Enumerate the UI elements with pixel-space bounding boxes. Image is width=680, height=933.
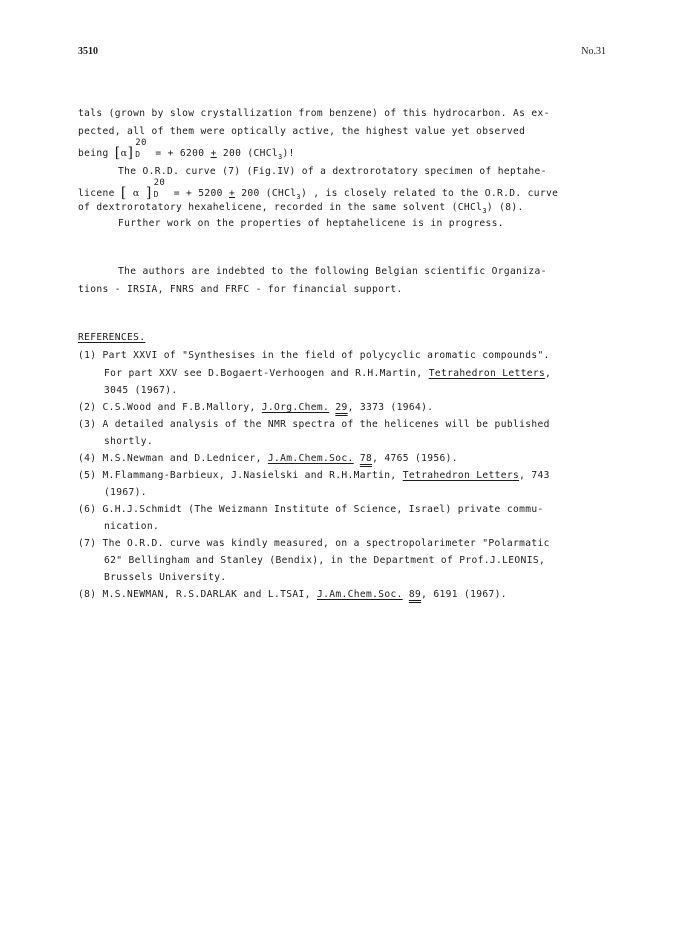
d-line-subscript: D [153,190,159,199]
plus-minus: + [228,188,236,199]
subscript-3: 3 [482,207,487,215]
para1-end: )! [282,148,295,159]
para1-line1: tals (grown by slow crystallization from benzene) of this hydrocarbon. As ex- [78,108,550,119]
ref-5-line2: (1967). [104,487,147,498]
para2-line3-end: ) (8). [486,202,524,213]
para2-value: = + 5200 [173,188,223,199]
para2-line1: The O.R.D. curve (7) (Fig.IV) of a dextrorotatory specimen of heptahe- [118,166,547,177]
journal-name: J.Am.Chem.Soc. [267,453,354,464]
references-heading: REFERENCES. [78,332,146,343]
subscript-3: 3 [296,193,301,201]
para1-being: being [78,148,109,159]
volume-number: 89 [408,589,422,600]
subscript-3: 3 [277,153,283,161]
para2-licene: licene [78,188,115,199]
left-bracket: [ [114,145,121,161]
para2-line4: Further work on the properties of heptahelicene is in progress. [118,218,504,229]
journal-name: J.Org.Chem. [261,402,330,413]
left-bracket: [ [120,185,127,201]
plus-minus: + [210,148,217,159]
ref-7-line1: (7) The O.R.D. curve was kindly measured, on a spectropolarimeter "Polarmatic [78,538,550,549]
right-bracket: ] [145,185,152,201]
journal-name: J.Am.Chem.Soc. [316,589,403,600]
ref-7-line2: 62" Bellingham and Stanley (Bendix), in the Department of Prof.J.LEONIS, [104,555,546,566]
right-bracket: ] [127,145,134,161]
ack-line2: tions - IRSIA, FNRS and FRFC - for financial support. [78,284,403,295]
ref-1-line3: 3045 (1967). [104,385,178,396]
ref-3-line2: shortly. [104,436,154,447]
para2-error: 200 (CHCl [241,188,297,199]
volume-number: 29 [335,402,348,413]
page-number: 3510 [78,46,98,57]
ref-1-line2: For part XXV see D.Bogaert-Verhoogen and R.H.Martin, Tetrahedron Letters, [104,368,552,379]
ref-7-line3: Brussels University. [104,572,227,583]
para1-line2: pected, all of them were optically active, the highest value yet observed [78,126,526,137]
d-line-subscript: D [135,150,141,159]
alpha-symbol: α [132,188,140,199]
para2-line2-end: ) , is closely related to the O.R.D. curve [300,188,559,199]
ref-1-line1: (1) Part XXVI of "Synthesises in the field of polycyclic aromatic compounds". [78,350,550,361]
temperature-superscript: 20 [135,138,147,148]
ref-8: (8) M.S.NEWMAN, R.S.DARLAK and L.TSAI, J.Am.Chem.Soc. 89, 6191 (1967). [78,589,507,600]
alpha-symbol: α [120,148,128,159]
rotation-indices [152,178,168,199]
ref-3-line1: (3) A detailed analysis of the NMR spectra of the helicenes will be published [78,419,550,430]
journal-name: Tetrahedron Letters [402,470,520,481]
rotation-indices [133,138,149,159]
ref-4: (4) M.S.Newman and D.Lednicer, J.Am.Chem.Soc. 78, 4765 (1956). [78,453,458,464]
para2-line2 [78,178,559,201]
temperature-superscript: 20 [153,178,166,188]
ref-2: (2) C.S.Wood and F.B.Mallory, J.Org.Chem. 29, 3373 (1964). [78,402,434,413]
journal-name: Tetrahedron Letters [428,368,546,379]
para2-line3-text: of dextrorotatory hexahelicene, recorded in the same solvent (CHCl [78,202,483,213]
para1-value: = + 6200 [155,148,205,159]
issue-number: No.31 [581,46,606,57]
ack-line1: The authors are indebted to the following Belgian scientific Organiza- [118,266,547,277]
para1-line3 [78,138,295,161]
volume-number: 78 [359,453,373,464]
para2-line3 [78,202,524,214]
para1-error: 200 (CHCl [222,148,278,159]
ref-6-line1: (6) G.H.J.Schmidt (The Weizmann Institute of Science, Israel) private commu- [78,504,544,515]
ref-5-line1: (5) M.Flammang-Barbieux, J.Nasielski and R.H.Martin, Tetrahedron Letters, 743 [78,470,550,481]
ref-6-line2: nication. [104,521,160,532]
